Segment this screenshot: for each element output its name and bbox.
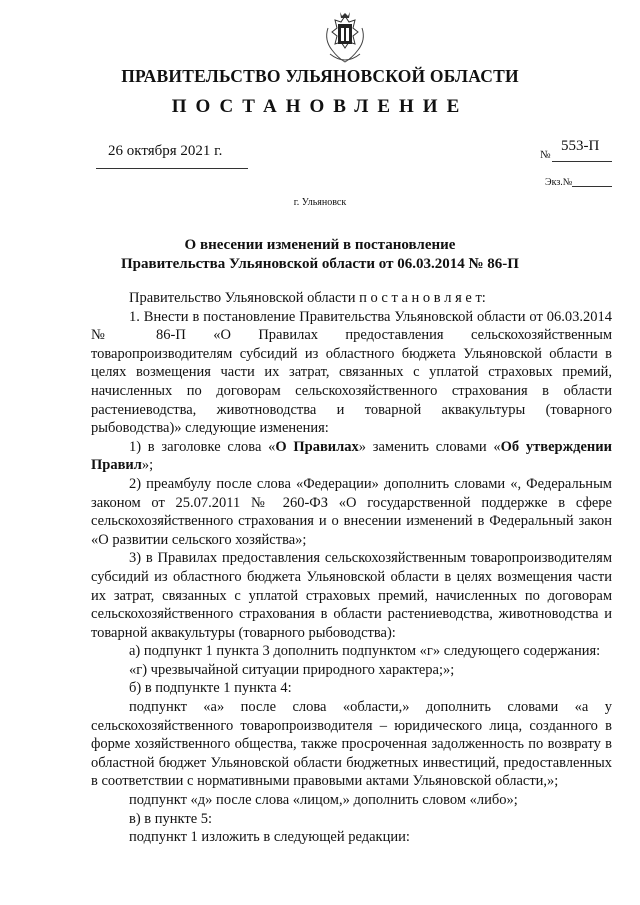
document-type: ПОСТАНОВЛЕНИЕ — [171, 96, 469, 117]
p2-bold-2: Об утверждении Правил — [91, 438, 612, 474]
city: г. Ульяновск — [293, 197, 347, 208]
p2-text-post: »; — [141, 457, 154, 474]
paragraph-4: 3) в Правилах предоставления сельскохозяйственным товаропроизводителям субсидий из областного бюджета Ульяновской области в целях возмещения части их затрат, связанных с уплатой страховых премий, начисленных по договорам сельскохозяйственного страхования в области растениеводства, животноводства и товарной аквакультуры (товарного рыбоводства): — [91, 550, 612, 641]
p2-text-mid: » заменить словами « — [358, 438, 501, 455]
paragraph-10: в) в пункте 5: — [129, 810, 213, 827]
paragraph-2 — [91, 438, 612, 475]
copy-number-label: Экз.№ — [545, 177, 573, 188]
paragraph-9: подпункт «д» после слова «лицом,» дополнить словом «либо»; — [129, 792, 518, 809]
organization-name: ПРАВИТЕЛЬСТВО УЛЬЯНОВСКОЙ ОБЛАСТИ — [121, 66, 519, 86]
paragraph-11: подпункт 1 изложить в следующей редакции: — [129, 829, 410, 846]
intro-paragraph: Правительство Ульяновской области п о с т а н о в л я е т: — [129, 290, 486, 306]
date-underline — [96, 168, 248, 169]
subject-line-1: О внесении изменений в постановление — [184, 237, 456, 253]
coat-of-arms-icon — [322, 10, 368, 68]
number-underline — [552, 161, 612, 162]
p2-bold-1: О Правилах — [275, 438, 359, 455]
document-body — [91, 289, 612, 847]
paragraph-8: подпункт «а» после слова «области,» дополнить словами «а у сельскохозяйственного товаропроизводителя – юридического лица, созданного в форме хозяйственного общества, также просроченная задолженность по возврату в областной бюджет Ульяновской области бюджетных инвестиций, предоставленных в соответствии с нормативными правовыми актами Ульяновской области,»; — [91, 699, 612, 790]
paragraph-6: «г) чрезвычайной ситуации природного характера;»; — [129, 661, 455, 678]
copy-number-underline — [572, 186, 612, 187]
paragraph-5: а) подпункт 1 пункта 3 дополнить подпунктом «г» следующего содержания: — [129, 643, 601, 660]
document-date: 26 октября 2021 г. — [108, 143, 223, 159]
paragraph-3: 2) преамбулу после слова «Федерации» дополнить словами «, Федеральным законом от 25.07.2011 № 260-ФЗ «О государственной поддержке в сфере сельскохозяйственного страхования и о внесении изменений в Федеральный закон «О развитии сельского хозяйства»; — [91, 475, 612, 548]
p2-text-pre: 1) в заголовке слова « — [129, 438, 276, 455]
paragraph-7: б) в подпункте 1 пункта 4: — [129, 680, 292, 697]
document-subject — [0, 236, 640, 274]
subject-line-2: Правительства Ульяновской области от 06.03.2014 № 86-П — [121, 256, 519, 272]
document-number: 553-П — [561, 138, 600, 154]
paragraph-1: 1. Внести в постановление Правительства Ульяновской области от 06.03.2014 № 86-П «О Правилах предоставления сельскохозяйственным товаропроизводителям субсидий из областного бюджета Ульяновской области в целях возмещения части их затрат, связанных с уплатой страховых премий, начисленных по договорам сельскохозяйственного страхования в области растениеводства, животноводства и товарной аквакультуры (товарного рыбоводства)» следующие изменения: — [91, 308, 612, 437]
number-label: № — [540, 149, 551, 161]
